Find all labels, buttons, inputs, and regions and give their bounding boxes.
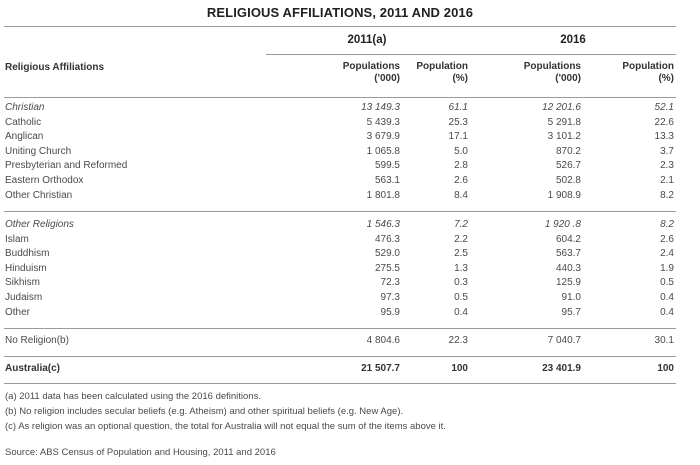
table-cell: 870.2 [555,145,581,157]
source-note: Source: ABS Census of Population and Housing, 2011 and 2016 [5,447,276,458]
row-label: Islam [5,233,29,245]
table-cell: 526.7 [555,160,581,172]
table-cell: 22.3 [448,335,468,346]
row-label: Catholic [5,116,42,128]
col-2016-pct-header: Population (%) [622,61,674,84]
year-2011-header: 2011(a) [347,34,387,46]
table-cell: 5 439.3 [366,116,400,128]
col-2011-pct-header: Population (%) [416,61,468,84]
table-cell: 22.6 [654,116,674,128]
table-cell: 95.9 [380,306,400,318]
table-cell: 5 291.8 [547,116,581,128]
table-cell: 599.5 [374,160,400,172]
table-cell: 0.5 [660,277,674,289]
table-cell: 3 101.2 [547,131,581,143]
table-cell: 7 040.7 [547,335,581,346]
row-label: Presbyterian and Reformed [5,160,128,172]
group-divider [4,328,676,329]
group-divider [4,383,676,384]
table-cell: 25.3 [448,116,468,128]
table-cell: 100 [657,363,674,374]
year-subrule [266,54,676,55]
row-label: Uniting Church [5,145,72,157]
table-cell: 100 [451,363,468,374]
group-divider [4,356,676,357]
table-cell: 13 149.3 [361,102,400,113]
row-label: Other Religions [5,219,74,230]
table-cell: 529.0 [374,248,400,260]
table-cell: 2.8 [454,160,468,172]
table-cell: 275.5 [374,262,400,274]
table-cell: 1 908.9 [547,189,581,201]
table-cell: 0.4 [660,292,674,303]
table-cell: 2.6 [660,233,674,245]
table-cell: 2.2 [454,233,468,245]
row-label: Christian [5,102,45,113]
table-cell: 2.4 [660,248,674,260]
table-cell: 0.5 [454,292,468,303]
col-2016-pop-header: Populations ('000) [523,61,581,84]
table-cell: 7.2 [454,219,468,230]
table-cell: 61.1 [448,102,468,113]
row-label: Judaism [5,292,43,303]
row-label: Hinduism [5,262,47,274]
footnote-c: (c) As religion was an optional question, the total for Australia will not equal the sum of the items above it. [5,421,446,432]
table-cell: 604.2 [555,233,581,245]
table-cell: 1 920 .8 [544,219,581,230]
col-2011-pop-header: Populations ('000) [342,61,400,84]
row-label: Buddhism [5,248,50,260]
table-cell: 0.4 [660,306,674,318]
table-cell: 95.7 [561,306,581,318]
table-cell: 563.1 [374,175,400,186]
table-cell: 21 507.7 [361,363,400,374]
header-bottom-rule [4,97,676,98]
row-label: Australia(c) [5,363,61,374]
table-cell: 476.3 [374,233,400,245]
table-cell: 97.3 [380,292,400,303]
footnote-b: (b) No religion includes secular beliefs (e.g. Atheism) and other spiritual beliefs (e.g. New Age). [5,406,404,417]
table-cell: 13.3 [654,131,674,143]
table-cell: 91.0 [561,292,581,303]
table-cell: 23 401.9 [542,363,581,374]
table-cell: 2.3 [660,160,674,172]
table-cell: 502.8 [555,175,581,186]
table-cell: 2.1 [660,175,674,186]
footnote-a: (a) 2011 data has been calculated using the 2016 definitions. [5,391,261,402]
row-label: No Religion(b) [5,335,69,346]
table-cell: 4 804.6 [366,335,400,346]
table-cell: 5.0 [454,145,468,157]
table-cell: 1.3 [454,262,468,274]
table-cell: 52.1 [654,102,674,113]
table-cell: 8.4 [454,189,468,201]
table-cell: 125.9 [555,277,581,289]
table-cell: 2.6 [454,175,468,186]
group-divider [4,211,676,212]
row-label: Sikhism [5,277,41,289]
table-cell: 1 065.8 [366,145,400,157]
table-cell: 1 546.3 [366,219,400,230]
table-title: RELIGIOUS AFFILIATIONS, 2011 AND 2016 [206,5,474,20]
table-cell: 0.3 [454,277,468,289]
table-cell: 0.4 [454,306,468,318]
table-cell: 72.3 [380,277,400,289]
table-cell: 3.7 [660,145,674,157]
table-cell: 1.9 [660,262,674,274]
row-label: Eastern Orthodox [5,175,84,186]
table-cell: 3 679.9 [366,131,400,143]
table-cell: 2.5 [454,248,468,260]
top-rule [4,26,676,27]
table-cell: 440.3 [555,262,581,274]
table-cell: 1 801.8 [366,189,400,201]
row-label: Anglican [5,131,44,143]
row-label-header: Religious Affiliations [5,62,105,73]
table-cell: 17.1 [448,131,468,143]
table-cell: 12 201.6 [542,102,581,113]
row-label: Other [5,306,31,318]
table-cell: 563.7 [555,248,581,260]
table-cell: 8.2 [660,219,674,230]
year-2016-header: 2016 [560,34,586,46]
table-cell: 30.1 [654,335,674,346]
row-label: Other Christian [5,189,73,201]
table-cell: 8.2 [660,189,674,201]
